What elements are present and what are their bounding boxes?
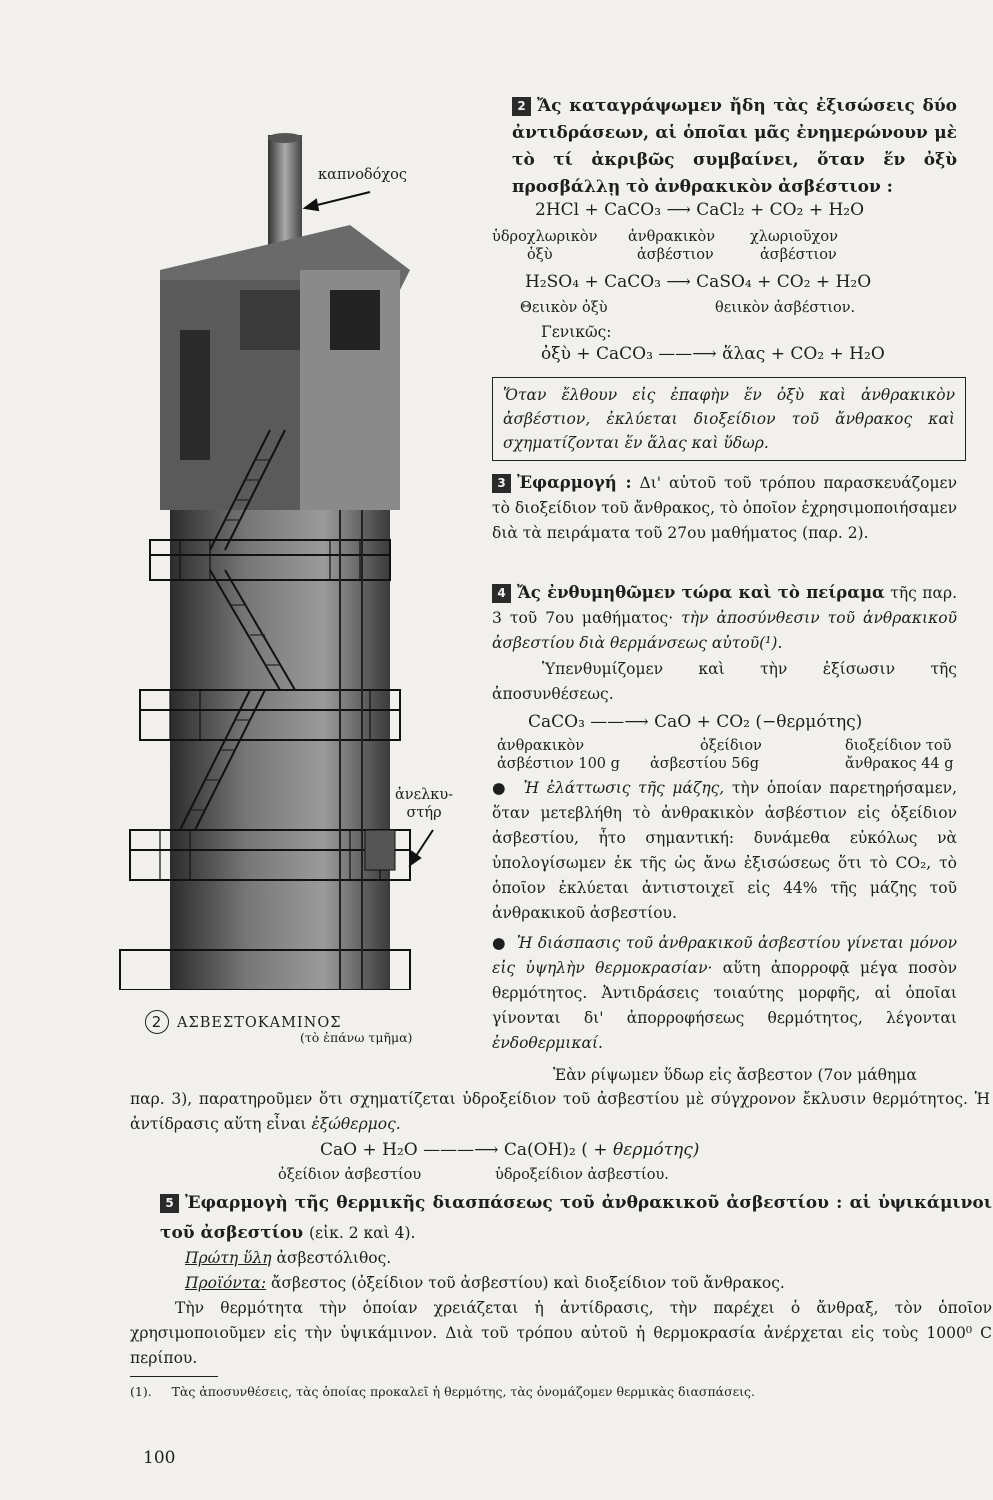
section-4-text1-italic: τὴν ἀποσύνθεσιν τοῦ ἀνθρακικοῦ ἀσβεστίου διὰ θερμάνσεως αὐτοῦ(¹). bbox=[492, 609, 957, 652]
section-5-heading-ref: (εἰκ. 2 καὶ 4). bbox=[309, 1224, 416, 1242]
eq2-label-1: Θειικὸν ὀξὺ bbox=[520, 300, 608, 316]
bullet-2-text: αὕτη ἀπορροφᾷ μέγα ποσὸν θερμότητος. Ἀντιδράσεις τοιαύτης μορφῆς, αἱ ὁποῖαι γίνονται δι' ἀπορροφήσεως θερμότητος, λέγονται bbox=[492, 959, 957, 1027]
bullet-mass-loss bbox=[492, 776, 957, 926]
eq4-label-2: ὀξείδιον bbox=[700, 738, 762, 754]
eq4-label-1: ἀνθρακικὸν bbox=[497, 738, 585, 754]
section-2-heading bbox=[512, 93, 957, 201]
footnote-rule bbox=[130, 1376, 218, 1377]
section-5-heading bbox=[160, 1188, 992, 1248]
lime-kiln-drawing bbox=[100, 130, 500, 990]
eq2-label-2: θειικὸν ἀσβέστιον. bbox=[715, 300, 856, 316]
equation-slaking-main: CaO + H₂O ———⟶ Ca(OH)₂ ( + bbox=[320, 1140, 608, 1160]
footnote bbox=[130, 1382, 755, 1402]
footnote-mark: (1). bbox=[130, 1384, 152, 1399]
chimney-label: καπνοδόχος bbox=[318, 167, 408, 183]
figure-caption-title: ΑΣΒΕΣΤΟΚΑΜΙΝΟΣ bbox=[177, 1015, 342, 1031]
equation-h2so4: H₂SO₄ + CaCO₃ ⟶ CaSO₄ + CO₂ + H₂O bbox=[525, 272, 872, 292]
bullet-2-end: ἐνδοθερμικαί. bbox=[492, 1034, 603, 1052]
eq1-label-3: χλωριοῦχον bbox=[750, 229, 838, 245]
eq4-label-3b: ἄνθρακος 44 g bbox=[845, 756, 954, 772]
equation-hcl: 2HCl + CaCO₃ ⟶ CaCl₂ + CO₂ + H₂O bbox=[535, 200, 865, 220]
section-5-heading-text: Ἐφαρμογὴ τῆς θερμικῆς διασπάσεως τοῦ ἀνθρακικοῦ ἀσβεστίου : αἱ ὑψικάμινοι τοῦ ἀσβεστίου bbox=[160, 1193, 992, 1243]
eq4-label-2b: ἀσβεστίου 56g bbox=[650, 756, 760, 772]
bullet-1-italic: Ἡ ἐλάττωσις τῆς μάζης, bbox=[523, 779, 725, 797]
general-label: Γενικῶς: bbox=[541, 323, 612, 341]
section-4-text1: τῆς παρ. 3 τοῦ 7ου μαθήματος· bbox=[492, 584, 957, 627]
lime-kiln-illustration bbox=[100, 130, 500, 990]
eq1-label-2b: ἀσβέστιον bbox=[637, 247, 714, 263]
eq5-label-2: ὑδροξείδιον ἀσβεστίου. bbox=[495, 1167, 669, 1183]
equation-decomposition: CaCO₃ ——⟶ CaO + CO₂ (−θερμότης) bbox=[528, 712, 863, 732]
eq1-label-1: ὑδροχλωρικὸν bbox=[492, 229, 598, 245]
section-4-heading: Ἄς ἐνθυμηθῶμεν τώρα καὶ τὸ πείραμα bbox=[517, 583, 885, 602]
section-3-text: Δι' αὐτοῦ τοῦ τρόπου παρασκευάζομεν τὸ διοξείδιον τοῦ ἄνθρακος, τὸ ὁποῖον ἐχρησιμοποιήσαμεν διὰ τὰ πειράματα τοῦ 27ου μαθήματος (παρ. 2). bbox=[492, 474, 957, 542]
footnote-text: Τὰς ἀποσυνθέσεις, τὰς ὁποίας προκαλεῖ ἡ θερμότης, τὰς ὀνομάζομεν θερμικὰς διασπάσεις. bbox=[171, 1384, 755, 1399]
section-4 bbox=[492, 580, 957, 656]
eq1-label-3b: ἀσβέστιον bbox=[760, 247, 837, 263]
bullet-high-temperature bbox=[492, 931, 957, 1056]
section-2-heading-text: Ἄς καταγράψωμεν ἤδη τὰς ἐξισώσεις δύο ἀντιδράσεων, αἱ ὁποῖαι μᾶς ἐνημερώνουν μὲ τὸ τί ἀκριβῶς συμβαίνει, ὅταν ἕν ὀξὺ προσβάλλῃ τὸ ἀνθρακικὸν ἀσβέστιον : bbox=[512, 96, 957, 197]
raw-material-line bbox=[185, 1246, 391, 1271]
section-5-number: 5 bbox=[160, 1194, 179, 1213]
bullet-2-italic: Ἡ διάσπασις τοῦ ἀνθρακικοῦ ἀσβεστίου γίνεται μόνον εἰς ὑψηλὴν θερμοκρασίαν· bbox=[492, 934, 957, 977]
figure-caption-sub: (τὸ ἐπάνω τμῆμα) bbox=[300, 1030, 413, 1045]
bullet-1-text: τὴν ὁποίαν παρετηρήσαμεν, ὅταν μετεβλήθη τὸ ἀνθρακικὸν ἀσβέστιον εἰς ὀξείδιον ἀσβεστίου, ἦτο σημαντική: δυνάμεθα εὐκόλως νὰ ὑπολογίσωμεν ἐκ τῆς ὡς ἄνω ἐξισώσεως ὅτι τὸ CO₂, τὸ ὁποῖον ἐκλύεται ἀντιστοιχεῖ εἰς 44% τῆς μάζης τοῦ ἀνθρακικοῦ ἀσβεστίου. bbox=[492, 779, 957, 922]
section-5-text: Τὴν θερμότητα τὴν ὁποίαν χρειάζεται ἡ ἀντίδρασις, τὴν παρέχει ὁ ἄνθραξ, τὸν ὁποῖον χρησιμοποιοῦμεν εἰς τὴν ὑψικάμινον. Διὰ τοῦ τρόπου αὐτοῦ ἡ θερμοκρασία ἀνέρχεται εἰς τοὺς 1000⁰ C περίπου. bbox=[130, 1299, 992, 1367]
water-text-a: Ἐὰν ρίψωμεν ὕδωρ εἰς ἄσβεστον (7ον μάθημα bbox=[553, 1066, 917, 1084]
equation-general: ὀξὺ + CaCO₃ ——⟶ ἅλας + CO₂ + H₂O bbox=[541, 344, 885, 364]
section-3 bbox=[492, 470, 957, 546]
section-3-heading: Ἐφαρμογή : bbox=[517, 473, 632, 492]
water-text-b-italic: ἐξώθερμος. bbox=[311, 1115, 401, 1133]
eq1-label-1b: ὀξὺ bbox=[527, 247, 553, 263]
bullet-icon: ● bbox=[492, 934, 517, 952]
section-3-number: 3 bbox=[492, 474, 511, 493]
figure-number: 2 bbox=[145, 1010, 169, 1034]
page-number: 100 bbox=[143, 1448, 176, 1468]
section-4-text2: Ὑπενθυμίζομεν καὶ τὴν ἐξίσωσιν τῆς ἀποσυνθέσεως. bbox=[492, 660, 957, 703]
eq1-label-2: ἀνθρακικὸν bbox=[628, 229, 716, 245]
water-text-b bbox=[130, 1087, 990, 1137]
water-text-b-main: παρ. 3), παρατηροῦμεν ὅτι σχηματίζεται ὑδροξείδιον τοῦ ἀσβεστίου μὲ σύγχρονον ἔκλυσιν θερμότητος. Ἡ ἀντίδρασις αὕτη εἶναι bbox=[130, 1090, 990, 1133]
summary-box: Ὅταν ἔλθουν εἰς ἐπαφὴν ἕν ὀξὺ καὶ ἀνθρακικὸν ἀσβέστιον, ἐκλύεται διοξείδιον τοῦ ἄνθρακος καὶ σχηματίζονται ἕν ἅλας καὶ ὕδωρ. bbox=[492, 377, 966, 461]
eq4-label-1b: ἀσβέστιον 100 g bbox=[497, 756, 620, 772]
section-2-number: 2 bbox=[512, 97, 531, 116]
equation-slaking bbox=[320, 1140, 699, 1160]
raw-material-value: ἀσβεστόλιθος. bbox=[276, 1249, 392, 1267]
raw-material-label: Πρώτη ὕλη bbox=[185, 1249, 272, 1267]
eq4-label-3: διοξείδιον τοῦ bbox=[845, 738, 952, 754]
section-4-number: 4 bbox=[492, 584, 511, 603]
eq5-label-1: ὀξείδιον ἀσβεστίου bbox=[278, 1167, 422, 1183]
products-label: Προϊόντα: bbox=[185, 1274, 267, 1292]
products-line bbox=[185, 1271, 785, 1296]
equation-slaking-italic: θερμότης) bbox=[612, 1140, 700, 1160]
elevator-label: ἀνελκυ- στήρ bbox=[395, 787, 454, 821]
products-value: ἄσβεστος (ὀξείδιον τοῦ ἀσβεστίου) καὶ διοξείδιον τοῦ ἄνθρακος. bbox=[271, 1274, 785, 1292]
bullet-icon: ● bbox=[492, 779, 524, 797]
